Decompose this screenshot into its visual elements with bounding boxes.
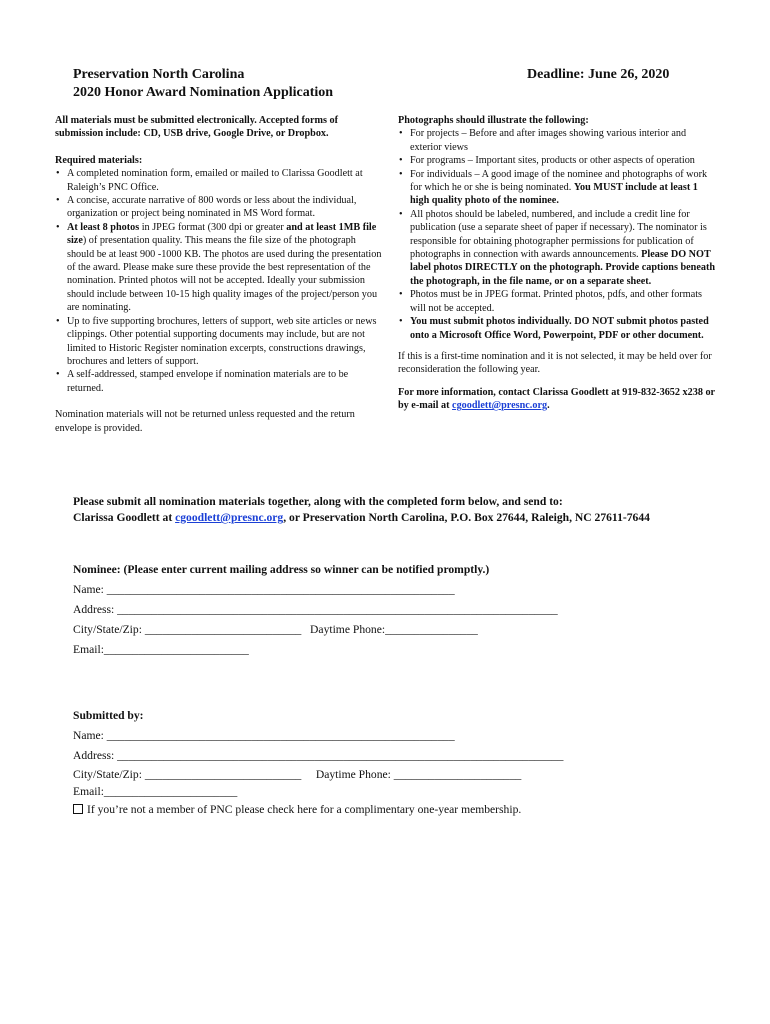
submit-instructions — [73, 494, 650, 526]
membership-row — [73, 800, 733, 820]
document-header — [73, 66, 333, 102]
submit-line-2: Clarissa Goodlett at cgoodlett@presnc.org, or Preservation North Carolina, P.O. Box 27644, Raleigh, NC 27611-7644 — [73, 511, 650, 524]
left-column — [55, 114, 383, 435]
list-item: • A concise, accurate narrative of 800 words or less about the individual, organization or project being nominated in MS Word format. — [55, 194, 383, 221]
required-list — [55, 167, 383, 395]
right-column — [398, 114, 718, 413]
contact-info: For more information, contact Clarissa Goodlett at 919-832-3652 x238 or by e-mail at cgoodlett@presnc.org. — [398, 386, 715, 412]
submit-email-link[interactable]: cgoodlett@presnc.org — [175, 511, 284, 524]
nominee-phone-field[interactable]: Daytime Phone:________________ — [310, 623, 478, 636]
nominee-address-field[interactable]: Address: ____________________________________________________________________________ — [73, 603, 558, 616]
list-item: • For individuals – A good image of the nominee and photographs of work for which he or she is being nominated. You MUST include at least 1 high quality photo of the nominee. — [398, 168, 718, 208]
nominee-form — [73, 560, 733, 660]
list-item: • You must submit photos individually. DO NOT submit photos pasted onto a Microsoft Office Word, Powerpoint, PDF or other document. — [398, 315, 718, 342]
membership-checkbox[interactable] — [73, 804, 83, 814]
nominee-name-field[interactable]: Name: ____________________________________________________________ — [73, 583, 455, 596]
submitter-heading: Submitted by: — [73, 709, 144, 722]
photos-heading: Photographs should illustrate the following: — [398, 115, 589, 126]
list-item: • For programs – Important sites, products or other aspects of operation — [398, 154, 718, 167]
submitter-form — [73, 706, 733, 820]
deadline: Deadline: June 26, 2020 — [527, 67, 670, 82]
submitter-name-field[interactable]: Name: ____________________________________________________________ — [73, 729, 455, 742]
submission-intro: All materials must be submitted electronically. Accepted forms of submission include: CD, USB drive, Google Drive, or Dropbox. — [55, 115, 339, 140]
contact-email-link[interactable]: cgoodlett@presnc.org — [452, 400, 548, 412]
page-title: 2020 Honor Award Nomination Application — [73, 85, 334, 100]
membership-label: If you’re not a member of PNC please check here for a complimentary one-year membership. — [87, 803, 522, 816]
list-item: • Photos must be in JPEG format. Printed photos, pdfs, and other formats will not be accepted. — [398, 288, 718, 315]
submitter-address-field[interactable]: Address: _____________________________________________________________________________ — [73, 749, 564, 762]
list-item: • For projects – Before and after images showing various interior and exterior views — [398, 127, 718, 154]
submitter-phone-field[interactable]: Daytime Phone: ______________________ — [315, 768, 522, 781]
required-heading: Required materials: — [55, 154, 143, 166]
list-item: • A self-addressed, stamped envelope if nomination materials are to be returned. — [55, 368, 383, 395]
photos-list — [398, 127, 718, 342]
list-item: • A completed nomination form, emailed or mailed to Clarissa Goodlett at Raleigh’s PNC Office. — [55, 167, 383, 194]
submit-line-1: Please submit all nomination materials together, along with the completed form below, and send to: — [73, 495, 563, 508]
nominee-email-field[interactable]: Email:_________________________ — [73, 643, 249, 656]
org-name: Preservation North Carolina — [73, 67, 245, 82]
list-item: • All photos should be labeled, numbered, and include a credit line for publication (use a separate sheet of paper if necessary). The nominator is responsible for obtaining photographer permissions for publication of photographs in connection with awards announcements. Please DO NOT label photos DIRECTLY on the photograph. Provide captions beneath the photograph, in the file name, or on a separate sheet. — [398, 208, 718, 288]
submitter-city-field[interactable]: City/State/Zip: ___________________________ — [73, 768, 302, 781]
return-note: Nomination materials will not be returned unless requested and the return envelope is provided. — [55, 409, 355, 434]
nominee-city-field[interactable]: City/State/Zip: ___________________________ — [73, 623, 302, 636]
submitter-email-field[interactable]: Email:_______________________ — [73, 785, 238, 798]
first-time-note: If this is a first-time nomination and it is not selected, it may be held over for reconsideration the following year. — [398, 350, 712, 376]
list-item: • Up to five supporting brochures, letters of support, web site articles or news clippings. Other potential supporting documents may include, but are not limited to Historic Register nomination excerpts, constructions drawings, brochures and letters of support. — [55, 315, 383, 369]
nominee-heading: Nominee: (Please enter current mailing address so winner can be notified promptly.) — [73, 563, 490, 576]
submitter-city-row — [73, 766, 733, 783]
list-item: • At least 8 photos in JPEG format (300 dpi or greater and at least 1MB file size) of presentation quality. This means the file size of the photograph should be at least 900 -1000 KB. The photos are used during the presentation of the award. Please make sure these provide the best representation of the nomination. Printed photos will not be accepted. Ideally your submission should include between 10-15 high quality images of the project/person you are nominating. — [55, 221, 383, 315]
nominee-city-row — [73, 620, 733, 640]
